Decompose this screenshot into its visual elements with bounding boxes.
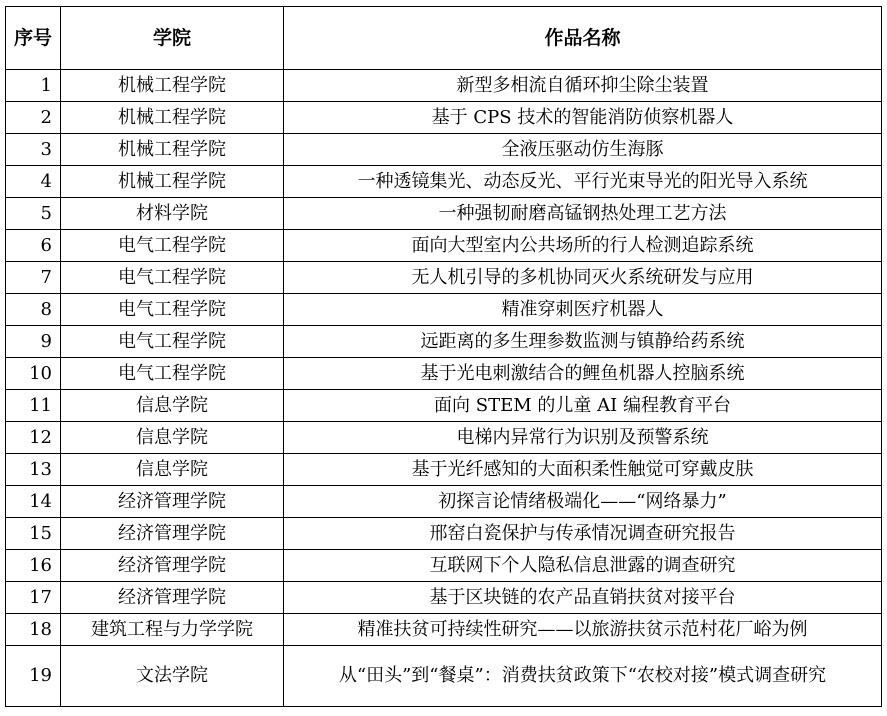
row-work: 新型多相流自循环抑尘除尘装置 xyxy=(284,70,882,102)
row-work: 基于区块链的农产品直销扶贫对接平台 xyxy=(284,582,882,614)
row-seq: 14 xyxy=(6,486,61,518)
row-college: 电气工程学院 xyxy=(61,358,284,390)
row-work: 电梯内异常行为识别及预警系统 xyxy=(284,422,882,454)
table-row xyxy=(6,518,882,550)
table-row xyxy=(6,230,882,262)
row-seq: 17 xyxy=(6,582,61,614)
row-work: 远距离的多生理参数监测与镇静给药系统 xyxy=(284,326,882,358)
table-row xyxy=(6,262,882,294)
row-work: 精准扶贫可持续性研究——以旅游扶贫示范村花厂峪为例 xyxy=(284,614,882,646)
row-college: 经济管理学院 xyxy=(61,550,284,582)
row-seq: 3 xyxy=(6,134,61,166)
table-row xyxy=(6,550,882,582)
row-seq: 5 xyxy=(6,198,61,230)
row-work: 面向 STEM 的儿童 AI 编程教育平台 xyxy=(284,390,882,422)
row-seq: 2 xyxy=(6,102,61,134)
row-college: 信息学院 xyxy=(61,390,284,422)
row-work: 互联网下个人隐私信息泄露的调查研究 xyxy=(284,550,882,582)
table-row xyxy=(6,422,882,454)
row-seq: 18 xyxy=(6,614,61,646)
row-work: 精准穿刺医疗机器人 xyxy=(284,294,882,326)
row-work: 邢窑白瓷保护与传承情况调查研究报告 xyxy=(284,518,882,550)
works-table xyxy=(5,6,882,707)
header-row xyxy=(6,7,882,70)
row-work: 无人机引导的多机协同灭火系统研发与应用 xyxy=(284,262,882,294)
table-row xyxy=(6,134,882,166)
row-work: 面向大型室内公共场所的行人检测追踪系统 xyxy=(284,230,882,262)
row-college: 机械工程学院 xyxy=(61,70,284,102)
table-row xyxy=(6,294,882,326)
table-row xyxy=(6,646,882,707)
row-work: 全液压驱动仿生海豚 xyxy=(284,134,882,166)
table-row xyxy=(6,358,882,390)
table-row xyxy=(6,70,882,102)
row-college: 经济管理学院 xyxy=(61,582,284,614)
row-work: 一种透镜集光、动态反光、平行光束导光的阳光导入系统 xyxy=(284,166,882,198)
header-college: 学院 xyxy=(61,7,284,70)
row-college: 信息学院 xyxy=(61,454,284,486)
row-seq: 8 xyxy=(6,294,61,326)
row-work: 初探言论情绪极端化——“网络暴力” xyxy=(284,486,882,518)
row-seq: 1 xyxy=(6,70,61,102)
row-college: 电气工程学院 xyxy=(61,230,284,262)
table-row xyxy=(6,582,882,614)
row-work: 从“田头”到“餐桌”：消费扶贫政策下“农校对接”模式调查研究 xyxy=(284,646,882,707)
row-college: 电气工程学院 xyxy=(61,294,284,326)
row-seq: 19 xyxy=(6,646,61,707)
row-work: 基于光电刺激结合的鲤鱼机器人控脑系统 xyxy=(284,358,882,390)
row-college: 建筑工程与力学学院 xyxy=(61,614,284,646)
table-row xyxy=(6,326,882,358)
table-row xyxy=(6,102,882,134)
table-row xyxy=(6,454,882,486)
row-college: 机械工程学院 xyxy=(61,102,284,134)
row-college: 机械工程学院 xyxy=(61,134,284,166)
row-seq: 4 xyxy=(6,166,61,198)
header-seq: 序号 xyxy=(6,7,61,70)
header-work: 作品名称 xyxy=(284,7,882,70)
row-work: 一种强韧耐磨高锰钢热处理工艺方法 xyxy=(284,198,882,230)
row-college: 经济管理学院 xyxy=(61,518,284,550)
row-college: 文法学院 xyxy=(61,646,284,707)
table-row xyxy=(6,390,882,422)
row-college: 信息学院 xyxy=(61,422,284,454)
row-seq: 7 xyxy=(6,262,61,294)
row-seq: 13 xyxy=(6,454,61,486)
row-work: 基于光纤感知的大面积柔性触觉可穿戴皮肤 xyxy=(284,454,882,486)
row-seq: 16 xyxy=(6,550,61,582)
row-seq: 6 xyxy=(6,230,61,262)
row-college: 经济管理学院 xyxy=(61,486,284,518)
row-seq: 15 xyxy=(6,518,61,550)
row-seq: 9 xyxy=(6,326,61,358)
row-college: 材料学院 xyxy=(61,198,284,230)
row-college: 机械工程学院 xyxy=(61,166,284,198)
table-row xyxy=(6,198,882,230)
row-seq: 10 xyxy=(6,358,61,390)
row-work: 基于 CPS 技术的智能消防侦察机器人 xyxy=(284,102,882,134)
table-row xyxy=(6,614,882,646)
table-row xyxy=(6,166,882,198)
table-row xyxy=(6,486,882,518)
row-college: 电气工程学院 xyxy=(61,326,284,358)
row-college: 电气工程学院 xyxy=(61,262,284,294)
row-seq: 11 xyxy=(6,390,61,422)
row-seq: 12 xyxy=(6,422,61,454)
